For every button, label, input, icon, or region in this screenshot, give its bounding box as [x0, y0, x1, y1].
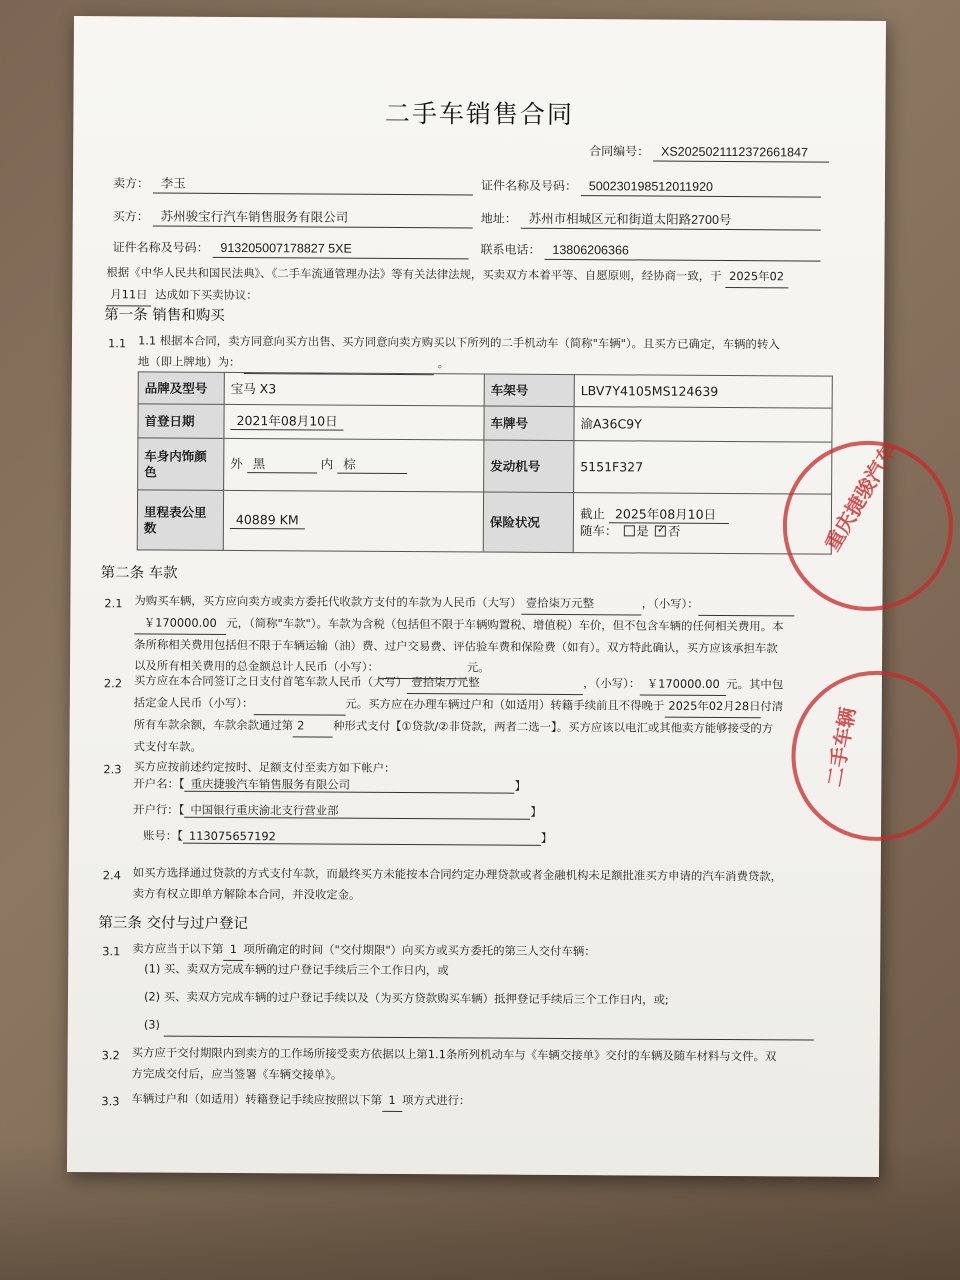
clause-3-1-option-1: (1) 买、卖双方完成车辆的过户登记手续后三个工作日内，或 [144, 961, 449, 978]
clause-1-1-line-2: 地（即上牌地）为： [137, 354, 241, 370]
clause-2-4-b: 卖方有权立即单方解除本合同，并没收定金。 [132, 886, 361, 902]
bank-row: 开户行：【 中国银行重庆渝北支行营业部 】 [133, 802, 542, 819]
clause-2-4-a: 如买方选择通过贷款的方式支付车款，而最终买方未能按本合同约定办理贷款或者金融机构未足额批准买方申请的汽车消费贷款， [132, 865, 783, 884]
delivery-item: 1 [223, 939, 243, 961]
clause-1-1-number: 1.1 [107, 336, 127, 351]
exterior-value: 黑 [247, 456, 317, 473]
contract-number-value: XS2025021112372661847 [653, 145, 829, 163]
clause-3-1-option-2: (2) 买、卖双方完成车辆的过户登记手续以及（为买方贷款购买车辆）抵押登记手续后三个工作日内，或; [143, 989, 669, 1007]
clause-3-2-b: 方完成交付后，应当签署《车辆交接单》。 [131, 1066, 343, 1082]
vin-cell [574, 375, 832, 409]
account-number-value: 113075657192 [183, 829, 541, 846]
buyer-address-label: 地址： [480, 211, 517, 226]
buyer-phone-label: 联系电话： [480, 242, 541, 257]
article-3-heading: 第三条 交付与过户登记 [98, 915, 249, 933]
clause-1-1 [138, 330, 780, 377]
first-payment-amount: ￥170000.00 [640, 673, 726, 696]
clause-3-2 [131, 1042, 776, 1088]
table-row [138, 404, 832, 442]
clause-2-1-number: 2.1 [104, 596, 123, 611]
reg-date-label: 首登日期 [138, 404, 224, 439]
clause-3-1-b: 项所确定的时间（"交付期限"）向买方或买方委托的第三人交付车辆： [243, 942, 596, 959]
plate-cell [574, 407, 832, 443]
insurance-until-label: 截止 [579, 506, 606, 522]
clause-3-3-a: 车辆过户和（如适用）转籍登记手续应按照以下第 [131, 1091, 383, 1107]
interior-label: 内 [320, 456, 334, 472]
clause-2-1-e: 以及所有相关费用的总金额总计人民币（小写）： [133, 658, 379, 674]
clause-3-2-number: 3.2 [101, 1048, 120, 1063]
clause-2-2-c: 元。其中包 [726, 676, 784, 692]
insurance-label: 保险状况 [483, 492, 573, 553]
insurance-until-value: 2025年08月10日 [609, 507, 729, 524]
clause-2-2-b: ，（小写）： [583, 676, 641, 691]
price-amount-cn: 壹拾柒万元整 [522, 593, 642, 616]
clause-2-1-f: 元。 [466, 660, 490, 675]
clause-2-2-f: 付清 [760, 699, 784, 714]
agreement-date-2: 月11日 [106, 284, 151, 306]
seller-id-row [481, 178, 821, 197]
clause-2-3: 买方应按前述约定按时、足额支付至卖方如下帐户： [133, 759, 396, 775]
buyer-id-label: 证件名称及号码： [112, 240, 209, 255]
seller-label: 卖方： [112, 176, 150, 191]
reg-date-value: 2021年08月10日 [230, 413, 343, 430]
contract-paper [67, 16, 902, 1177]
clause-2-2-a: 买方应在本合同签订之日支付首笔车款人民币（大写） [133, 673, 408, 690]
buyer-address-value: 苏州市相城区元和街道太阳路2700号 [521, 212, 821, 230]
table-row [138, 438, 832, 494]
clause-3-1-option-3-field [164, 1015, 814, 1041]
page-title: 二手车销售合同 [384, 98, 574, 130]
article-1-heading: 第一条 销售和购买 [104, 307, 225, 324]
preamble-line-2: 达成如下买卖协议： [155, 287, 258, 303]
clause-2-2 [133, 670, 783, 761]
account-number-label: 账号： [142, 828, 178, 843]
table-row [138, 372, 832, 408]
company-seal-top [782, 440, 953, 611]
price-amount: ￥170000.00 [134, 612, 226, 635]
clause-2-1-c: 元，（简称"车款"）。车款为含税（包括但不限于车辆购置税、增值税）车价，但不包含车辆的任何相关费用。本 [226, 615, 784, 634]
seller-row [113, 176, 473, 195]
vin-value: LBV7Y4105MS124639 [580, 382, 719, 399]
payment-method: 2 [293, 715, 333, 737]
clause-2-1 [134, 590, 795, 681]
clause-2-2-e: 元。买方应在办理车辆过户和（如适用）转籍手续前且不得晚于 [345, 696, 665, 713]
plate-value: 渝A36C9Y [580, 415, 642, 432]
account-name-row: 开户名：【 重庆捷骏汽车销售服务有限公司 】 [133, 776, 527, 793]
clause-3-2-a: 买方应于交付期限内到卖方的工作场所接受卖方依据以上第1.1条所列机动车与《车辆交接单》交付的车辆及随车材料与文件。双 [131, 1045, 777, 1064]
vehicle-table [137, 371, 833, 554]
preamble [106, 262, 788, 310]
plate-label: 车牌号 [484, 406, 574, 441]
seller-name: 李玉 [153, 176, 473, 195]
clause-2-1-d: 条所称相关费用包括但不限于车辆运输（油）费、过户交易费、评估验车费和保险费（如有）。双方特此确认，买方应该承担车款 [134, 637, 778, 656]
seal-top-text: 重庆捷骏汽车 [819, 439, 902, 555]
deposit-field [253, 693, 345, 716]
buyer-address-row [481, 211, 821, 230]
transfer-item: 1 [382, 1090, 402, 1112]
clause-3-3-number: 3.3 [101, 1094, 120, 1109]
seller-id-value: 500230198512011920 [581, 179, 821, 197]
clause-3-3-b: 项方式进行： [401, 1093, 471, 1108]
buyer-id-row [113, 240, 469, 259]
article-2-heading: 第二条 车款 [100, 565, 178, 582]
with-car-no-checkbox[interactable] [655, 526, 666, 537]
color-cell [224, 438, 484, 492]
reg-date-cell [224, 404, 484, 440]
clause-2-2-d: 括定金人民币（小写）： [133, 695, 254, 711]
mileage-label: 里程表公里数 [137, 490, 223, 551]
brand-cell [224, 372, 484, 406]
preamble-line-1: 根据《中华人民共和国民法典》、《二手车流通管理办法》等有关法律法规，买卖双方本着平等、自愿原则，经协商一致，于 [106, 265, 722, 283]
seal-bottom-text: 二手车辆 [822, 705, 861, 789]
clause-2-4-number: 2.4 [102, 868, 121, 883]
agreement-date-1: 2025年02 [725, 266, 788, 288]
buyer-name: 苏州骏宝行汽车销售服务有限公司 [153, 209, 473, 228]
with-car-yes-checkbox[interactable] [623, 525, 634, 536]
company-seal-bottom [791, 670, 960, 841]
mileage-value: 40889 KM [230, 512, 305, 529]
vin-label: 车架号 [484, 374, 574, 407]
engine-label: 发动机号 [484, 440, 574, 493]
price-blank [699, 594, 795, 617]
clause-2-1-b: ，（小写）： [641, 596, 699, 611]
account-name-label: 开户名： [133, 776, 179, 791]
clause-2-2-h: 种形式支付【①贷款/②非贷款，两者二选一】。买方应该以电汇或其他卖方能够接受的方 [333, 718, 774, 736]
clause-1-1-line-1: 1.1 根据本合同，卖方同意向买方出售、买方同意向卖方购买以下所列的二手机动车（简称"车辆"）。且买方已确定，车辆的转入 [137, 333, 780, 352]
brand-label: 品牌及型号 [138, 372, 224, 405]
engine-value: 5151F327 [580, 458, 644, 475]
bank-label: 开户行： [133, 802, 179, 817]
buyer-id-value: 913205007178827 5XE [212, 241, 468, 259]
clause-2-3-number: 2.3 [103, 762, 122, 777]
account-number-row: 账号：【 113075657192 】 [142, 828, 553, 845]
buyer-label: 买方： [112, 209, 149, 224]
brand-value: 宝马 X3 [230, 380, 277, 396]
clause-2-4 [133, 862, 783, 908]
contract-number-label: 合同编号： [589, 144, 650, 159]
seller-id-label: 证件名称及号码： [480, 178, 578, 194]
first-payment-cn: 壹拾柒万元整 [407, 672, 583, 695]
interior-value: 棕 [337, 457, 407, 474]
account-name-value: 重庆捷骏汽车销售服务有限公司 [185, 777, 515, 794]
color-label: 车身内饰颜色 [138, 438, 224, 491]
with-car-yes-label: 是 [636, 523, 649, 539]
payoff-date: 2025年02月28日 [664, 696, 760, 719]
table-row [137, 490, 831, 554]
clause-3-3 [131, 1088, 470, 1112]
clause-2-2-g: 所有车款余额，车款余款通过第 [133, 717, 294, 733]
clause-3-1-a: 卖方应当于以下第 [132, 941, 224, 956]
clause-3-1-option-3-label: (3) [143, 1017, 161, 1032]
with-car-label: 随车： [579, 523, 618, 539]
buyer-row [113, 209, 473, 228]
clause-1-1-tail: 。 [437, 356, 450, 371]
with-car-no-label: 否 [667, 523, 681, 539]
clause-3-1-number: 3.1 [102, 944, 121, 959]
contract-number [589, 144, 829, 162]
clause-2-1-a: 为购买车辆，买方应向卖方或卖方委托代收款方支付的车款为人民币（大写） [134, 593, 522, 610]
clause-2-2-number: 2.2 [103, 676, 123, 691]
buyer-phone-value: 13806206366 [544, 243, 820, 261]
mileage-cell [223, 490, 483, 552]
clause-3-1-option-3 [144, 1014, 814, 1040]
exterior-label: 外 [230, 456, 243, 472]
bank-value: 中国银行重庆渝北支行营业部 [184, 803, 530, 820]
clause-2-2-i: 式支付车款。 [133, 739, 202, 754]
buyer-phone-row [481, 242, 821, 261]
